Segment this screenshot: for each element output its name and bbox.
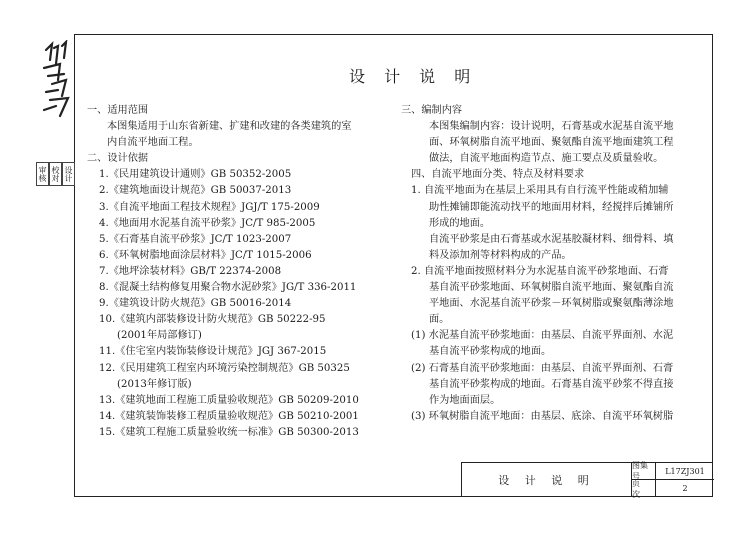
reference-note: (2013年修订版) xyxy=(117,378,192,390)
paragraph-line: 形成的地面。 xyxy=(429,217,491,229)
paragraph-line: 内自流平地面工程。 xyxy=(107,137,199,149)
paragraph-line: (1) 水泥基自流平砂浆地面：由基层、自流平界面剂、水泥 xyxy=(411,330,674,342)
reference-item: 2.《建筑地面设计规范》GB 50037-2013 xyxy=(99,185,292,197)
signature-sidebar xyxy=(36,34,74,180)
design-label: 设计 xyxy=(62,162,75,186)
section-heading-basis: 二、设计依据 xyxy=(87,153,149,165)
section-heading-classification: 四、自流平地面分类、特点及材料要求 xyxy=(411,169,585,181)
reference-item: 8.《混凝土结构修复用聚合物水泥砂浆》JG/T 336-2011 xyxy=(99,282,357,294)
drawing-name: 设 计 说 明 xyxy=(462,463,632,497)
reference-item: 11.《住宅室内装饰装修设计规范》JGJ 367-2015 xyxy=(99,346,327,358)
review-label: 审核 xyxy=(36,162,49,186)
paragraph-line: 平地面、水泥基自流平砂浆－环氧树脂或聚氨酯薄涂地 xyxy=(429,298,674,310)
handwritten-signature xyxy=(40,40,72,124)
paragraph-line: 1. 自流平地面为在基层上采用具有自行流平性能或稍加辅 xyxy=(411,185,669,197)
paragraph-line: 作为地面面层。 xyxy=(429,394,501,406)
paragraph-line: 基自流平砂浆构成的地面。 xyxy=(429,346,552,358)
paragraph-line: (2) 石膏基自流平砂浆地面：由基层、自流平界面剂、石膏 xyxy=(411,362,674,374)
page-number-value: 2 xyxy=(682,484,688,493)
section-heading-content: 三、编制内容 xyxy=(401,105,463,116)
left-column xyxy=(87,103,387,441)
reference-item: 1.《民用建筑设计通则》GB 50352-2005 xyxy=(99,169,292,181)
reference-item: 7.《地坪涂装材料》GB/T 22374-2008 xyxy=(99,265,282,277)
paragraph-line: 基自流平砂浆构成的地面。石膏基自流平砂浆不得直接 xyxy=(429,378,674,390)
page-title: 设 计 说 明 xyxy=(349,67,478,86)
reference-item: 9.《建筑设计防火规范》GB 50016-2014 xyxy=(99,298,292,310)
paragraph-line: 做法，自流平地面构造节点、施工要点及质量验收。 xyxy=(429,153,664,165)
paragraph-line: 自流平砂浆是由石膏基或水泥基胶凝材料、细骨料、填 xyxy=(429,233,674,245)
paragraph-line: (3) 环氧树脂自流平地面：由基层、底涂、自流平环氧树脂 xyxy=(411,410,674,422)
paragraph-line: 助性摊铺即能流动找平的地面用材料，经搅拌后摊铺所 xyxy=(429,201,674,213)
paragraph-line: 料及添加剂等材料构成的产品。 xyxy=(429,249,572,261)
section-heading-scope: 一、适用范围 xyxy=(87,105,149,116)
approval-grid xyxy=(36,162,73,208)
reference-item: 13.《建筑地面工程施工质量验收规范》GB 50209-2010 xyxy=(99,394,359,406)
reference-item: 15.《建筑工程施工质量验收统一标准》GB 50300-2013 xyxy=(99,426,359,438)
title-block xyxy=(461,462,713,497)
right-column xyxy=(401,103,711,425)
reference-note: (2001年局部修订) xyxy=(117,330,202,342)
reference-item: 5.《石膏基自流平砂浆》JC/T 1023-2007 xyxy=(99,233,292,245)
paragraph-line: 面、环氧树脂自流平地面、聚氨酯自流平地面建筑工程 xyxy=(429,137,674,149)
reference-item: 6.《环氧树脂地面涂层材料》JC/T 1015-2006 xyxy=(99,249,312,261)
reference-item: 4.《地面用水泥基自流平砂浆》JC/T 985-2005 xyxy=(99,217,316,229)
check-label: 校对 xyxy=(49,162,62,186)
reference-item: 14.《建筑装饰装修工程质量验收规范》GB 50210-2001 xyxy=(99,410,359,422)
paragraph-line: 基自流平砂浆地面、环氧树脂自流平地面、聚氨酯自流 xyxy=(429,282,674,294)
paragraph-line: 本图集适用于山东省新建、扩建和改建的各类建筑的室 xyxy=(107,121,352,133)
atlas-number-label: 图集号 xyxy=(632,463,656,480)
reference-item: 10.《建筑内部装修设计防火规范》GB 50222-95 xyxy=(99,314,326,326)
paragraph-line: 面。 xyxy=(429,314,450,326)
atlas-number-value: L17ZJ301 xyxy=(656,463,714,480)
reference-item: 3.《自流平地面工程技术规程》JGJ/T 175-2009 xyxy=(99,201,320,213)
paragraph-line: 2. 自流平地面按照材料分为水泥基自流平砂浆地面、石膏 xyxy=(411,265,669,277)
paragraph-line: 本图集编制内容：设计说明，石膏基或水泥基自流平地 xyxy=(429,121,674,133)
page-number-label: 页 次 xyxy=(632,480,656,497)
reference-item: 12.《民用建筑工程室内环境污染控制规范》GB 50325 xyxy=(99,362,350,374)
